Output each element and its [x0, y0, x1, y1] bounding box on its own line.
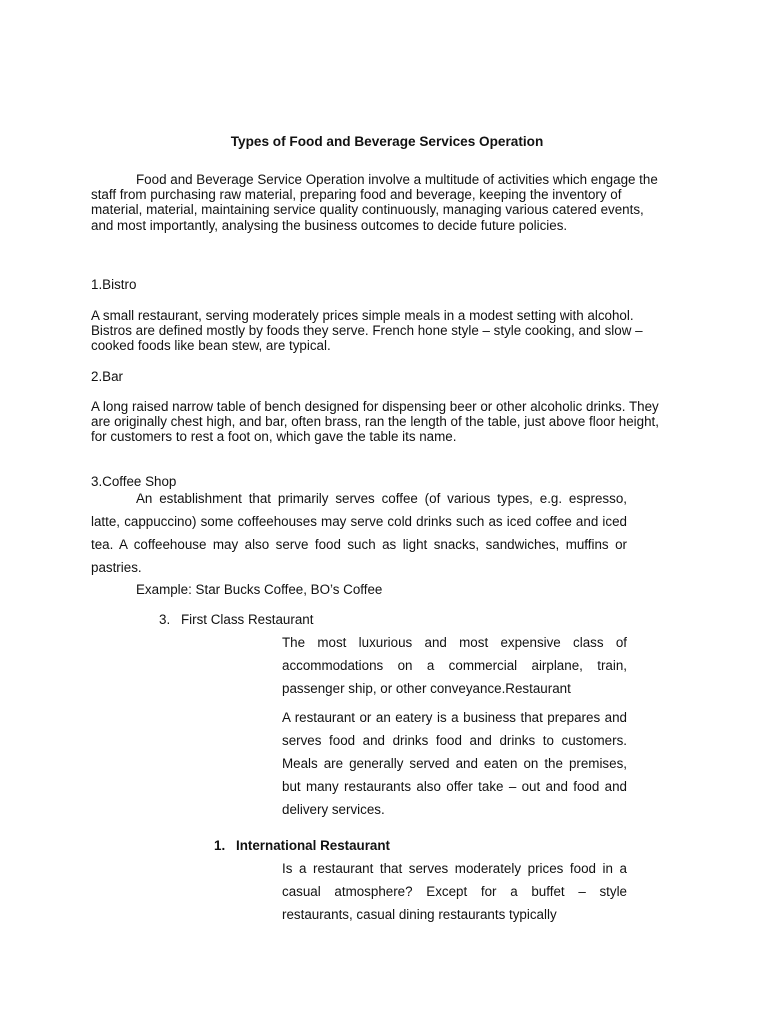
- section-heading-coffee-shop: 3.Coffee Shop: [91, 474, 177, 489]
- section-heading-bistro: 1.Bistro: [91, 277, 137, 292]
- section-heading-bar: 2.Bar: [91, 369, 124, 384]
- international-paragraph: Is a restaurant that serves moderately prices food in a casual atmosphere? Except for a buffet – style restaurants, casual dining restaurants typically: [282, 861, 627, 922]
- first-class-paragraph-2: A restaurant or an eatery is a business that prepares and serves food and drinks food and drinks to customers. Meals are generally served and eaten on the premises, but many restaurants also offer take – out and food and delivery services.: [282, 710, 627, 817]
- first-class-paragraph-1: The most luxurious and most expensive class of accommodations on a commercial airplane, train, passenger ship, or other conveyance.Restaurant: [282, 635, 627, 696]
- international-number: 1.: [214, 838, 226, 853]
- section-body-bar: A long raised narrow table of bench designed for dispensing beer or other alcoholic drinks. They are originally chest high, and bar, often brass, ran the length of the table, just above floor height, for customers to rest a foot on, which gave the table its name.: [91, 399, 659, 445]
- first-class-label: First Class Restaurant: [181, 612, 314, 627]
- intro-paragraph: Food and Beverage Service Operation involve a multitude of activities which engage the staff from purchasing raw material, preparing food and beverage, keeping the inventory of material, material, maintaining service quality continuously, managing various catered events, and most importantly, analysing the business outcomes to decide future policies.: [91, 172, 658, 233]
- section-body-coffee-shop: An establishment that primarily serves coffee (of various types, e.g. espresso, latte, cappuccino) some coffeehouses may serve cold drinks such as iced coffee and iced tea. A coffeehouse may also serve food such as light snacks, sandwiches, muffins or pastries.: [91, 491, 627, 575]
- coffee-shop-example: Example: Star Bucks Coffee, BO’s Coffee: [136, 582, 383, 597]
- international-heading: [214, 838, 390, 853]
- international-label: International Restaurant: [236, 838, 391, 853]
- first-class-number: 3.: [159, 612, 171, 627]
- section-body-bistro: A small restaurant, serving moderately prices simple meals in a modest setting with alcohol. Bistros are defined mostly by foods they serve. French hone style – style cooking, and slow – cooked foods like bean stew, are typical.: [91, 308, 643, 354]
- document-title: Types of Food and Beverage Services Operation: [230, 134, 544, 149]
- first-class-heading: [159, 612, 313, 627]
